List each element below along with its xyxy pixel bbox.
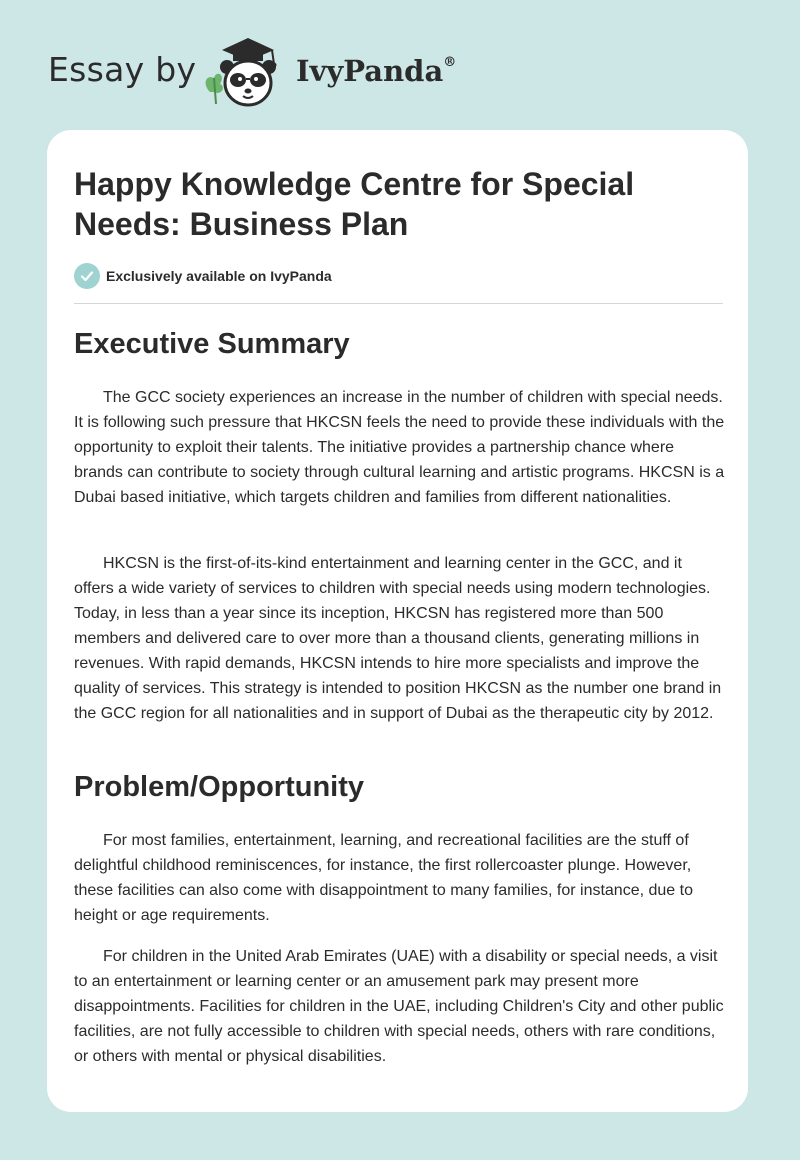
site-header <box>0 0 800 120</box>
check-icon <box>74 263 100 289</box>
section-heading: Executive Summary <box>74 328 350 360</box>
paragraph: For most families, entertainment, learning, and recreational facilities are the stuff of delightful childhood reminiscences, for instance, the first rollercoaster plunge. However, these facilities can also come with disappointment to many families, for instance, due to height or age requirements. <box>74 832 693 924</box>
panda-logo-icon[interactable] <box>200 34 292 110</box>
brand-name[interactable]: IvyPanda® <box>296 54 457 88</box>
paragraph: The GCC society experiences an increase in the number of children with special needs. It is following such pressure that HKCSN feels the need to provide these individuals with the opportunity to exploit their talents. The initiative provides a partnership chance where brands can contribute to society through cultural learning and artistic programs. HKCSN is a Dubai based initiative, which targets children and families from different nationalities. <box>74 389 725 506</box>
page-title: Happy Knowledge Centre for Special Needs: Business Plan <box>74 166 635 242</box>
paragraph: HKCSN is the first-of-its-kind entertainment and learning center in the GCC, and it offers a wide variety of services to children with special needs using modern technologies. Today, in less than a year since its inception, HKCSN has registered more than 500 members and delivered care to over more than a thousand clients, generating millions in revenues. With rapid demands, HKCSN intends to hire more specialists and improve the quality of services. This strategy is intended to position HKCSN as the number one brand in the GCC region for all nationalities and in support of Dubai as the therapeutic city by 2012. <box>74 555 722 722</box>
leaf-icon <box>206 74 223 104</box>
section-heading: Problem/Opportunity <box>74 771 364 803</box>
essay-card <box>47 130 748 1112</box>
badge-label: Exclusively available on IvyPanda <box>106 268 332 284</box>
brand-prefix: Essay by <box>48 50 197 89</box>
exclusive-badge <box>74 263 332 289</box>
divider <box>74 303 723 304</box>
paragraph: For children in the United Arab Emirates (UAE) with a disability or special needs, a visit to an entertainment or learning center or an amusement park may present more disappointments. Facilities for children in the UAE, including Children's City and other public facilities, are not fully accessible to children with special needs, others with rare conditions, or others with mental or physical disabilities. <box>74 948 724 1065</box>
registered-mark: ® <box>443 55 457 71</box>
